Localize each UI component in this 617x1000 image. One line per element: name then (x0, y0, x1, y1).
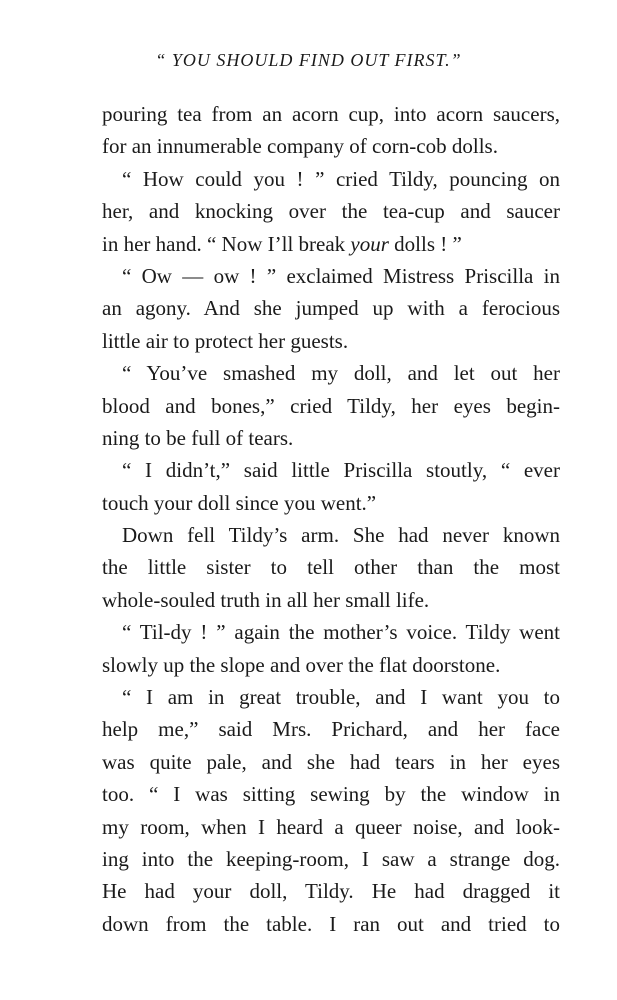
text-line: He had your doll, Tildy. He had dragged it (102, 879, 560, 904)
body-text (102, 98, 560, 940)
text-line: “ Til-dy ! ” again the mother’s voice. Tildy went (122, 620, 560, 645)
text-line: was quite pale, and she had tears in her eyes (102, 749, 560, 774)
text-line: whole-souled truth in all her small life. (102, 587, 430, 612)
text-fragment: dolls ! ” (388, 231, 462, 256)
running-head: “ YOU SHOULD FIND OUT FIRST.” (155, 50, 462, 70)
emphasis-text: your (350, 231, 389, 256)
text-line: her, and knocking over the tea-cup and saucer (102, 199, 560, 224)
text-line (102, 228, 560, 260)
text-fragment: in her hand. “ Now I’ll break (102, 231, 351, 256)
text-line: Down fell Tildy’s arm. She had never known (122, 523, 560, 548)
text-line: slowly up the slope and over the flat doorstone. (102, 652, 501, 677)
text-line: an agony. And she jumped up with a ferocious (102, 296, 560, 321)
text-line: my room, when I heard a queer noise, and look- (102, 814, 560, 839)
text-line: touch your doll since you went.” (102, 490, 377, 515)
text-line: blood and bones,” cried Tildy, her eyes begin- (102, 393, 560, 418)
text-line: ning to be full of tears. (102, 425, 294, 450)
text-line: for an innumerable company of corn-cob dolls. (102, 134, 498, 159)
text-line: “ Ow — ow ! ” exclaimed Mistress Priscilla in (122, 263, 560, 288)
text-line: the little sister to tell other than the most (102, 555, 560, 580)
text-line: too. “ I was sitting sewing by the window in (102, 782, 560, 807)
text-line: “ You’ve smashed my doll, and let out her (122, 361, 560, 386)
text-line: pouring tea from an acorn cup, into acorn saucers, (102, 102, 560, 126)
text-line: little air to protect her guests. (102, 328, 349, 353)
text-line: “ I didn’t,” said little Priscilla stoutly, “ ever (122, 458, 560, 483)
text-line: down from the table. I ran out and tried to (102, 911, 560, 936)
text-line: ing into the keeping-room, I saw a strange dog. (102, 846, 560, 871)
text-line: help me,” said Mrs. Prichard, and her face (102, 717, 560, 742)
text-line: “ How could you ! ” cried Tildy, pouncing on (122, 166, 560, 191)
text-line: “ I am in great trouble, and I want you to (122, 685, 560, 710)
